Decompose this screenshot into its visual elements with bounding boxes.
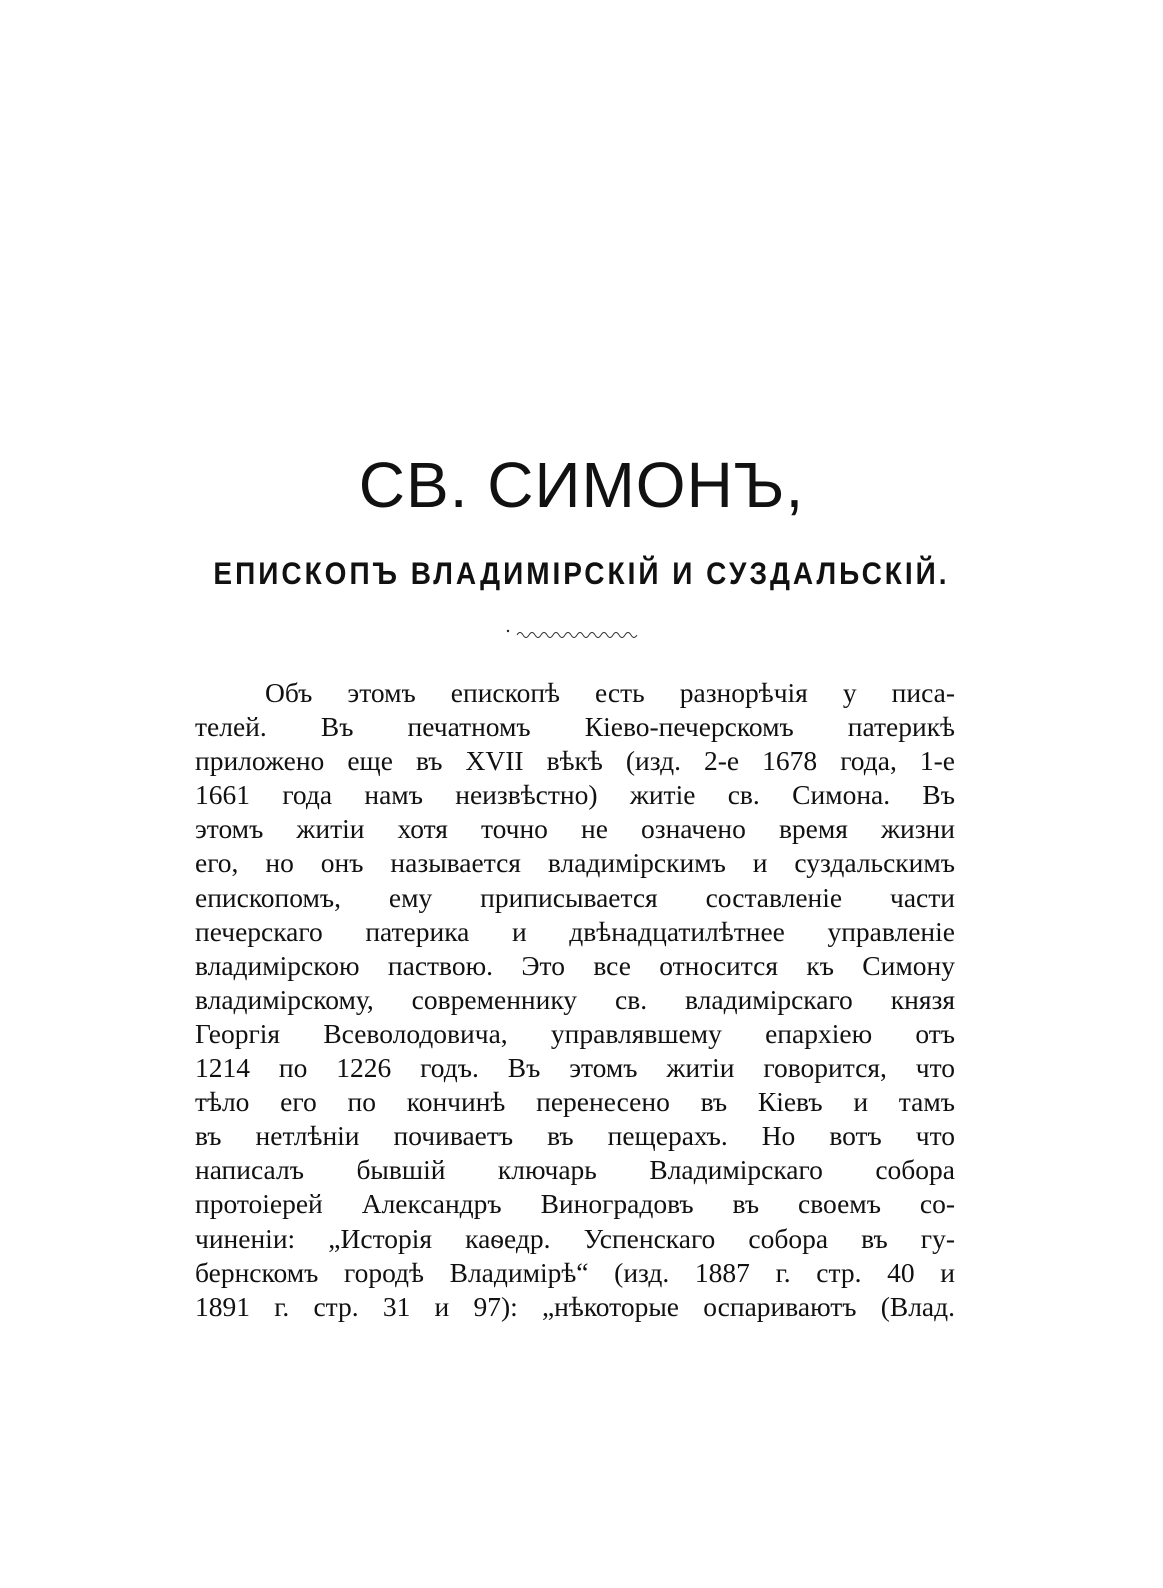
text-line: 1891 г. стр. 31 и 97): „нѣкоторые оспариваютъ (Влад.	[195, 1290, 955, 1322]
text-line: бернскомъ городѣ Владимірѣ“ (изд. 1887 г. стр. 40 и	[195, 1256, 955, 1288]
text-line: его, но онъ называется владимірскимъ и суздальскимъ	[195, 847, 955, 879]
text-line: написалъ бывшій ключарь Владимірскаго собора	[195, 1154, 955, 1186]
text-line: тѣло его по кончинѣ перенесено въ Кіевъ и тамъ	[195, 1086, 955, 1118]
text-line: протоіерей Александръ Виноградовъ въ своемъ со-	[195, 1188, 955, 1220]
text-line: Объ этомъ епископѣ есть разнорѣчія у писа-	[265, 677, 955, 708]
text-line: этомъ житіи хотя точно не означено время жизни	[195, 813, 955, 845]
text-line: приложено еще въ XVII вѣкѣ (изд. 2-е 1678 года, 1-е	[195, 745, 955, 777]
text-line: 1661 года намъ неизвѣстно) житіе св. Симона. Въ	[195, 779, 955, 811]
text-line: печерскаго патерика и двѣнадцатилѣтнее управленіе	[195, 915, 955, 947]
text-line: въ нетлѣніи почиваетъ въ пещерахъ. Но вотъ что	[195, 1120, 955, 1152]
body-paragraph	[195, 676, 955, 1324]
page-subtitle: ЕПИСКОПЪ ВЛАДИМІРСКІЙ И СУЗДАЛЬСКІЙ.	[213, 556, 950, 591]
text-line: чиненіи: „Исторія каѳедр. Успенскаго собора въ гу-	[195, 1222, 955, 1254]
text-line: Георгія Всеволодовича, управлявшему епархіею отъ	[195, 1017, 955, 1049]
text-line: владимірскою паствою. Это все относится къ Симону	[195, 949, 955, 981]
wavy-divider-icon	[505, 626, 643, 640]
text-line: владимірскому, современнику св. владимірскаго князя	[195, 983, 955, 1015]
text-line: телей. Въ печатномъ Кіево-печерскомъ патерикѣ	[195, 711, 955, 743]
text-line: епископомъ, ему приписывается составленіе части	[195, 881, 955, 913]
page-title: СВ. СИМОНЪ,	[358, 449, 805, 521]
text-line: 1214 по 1226 годъ. Въ этомъ житіи говорится, что	[195, 1052, 955, 1084]
